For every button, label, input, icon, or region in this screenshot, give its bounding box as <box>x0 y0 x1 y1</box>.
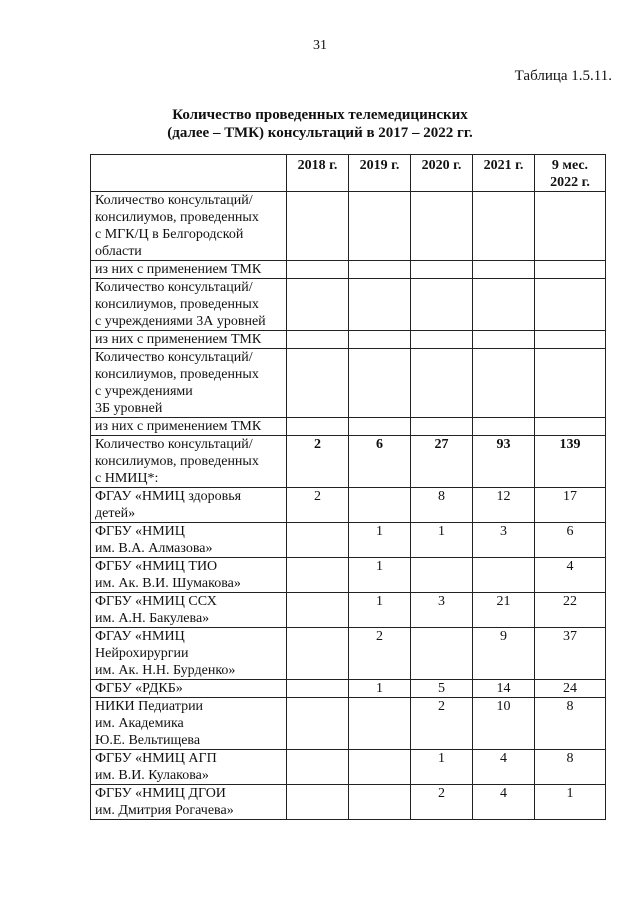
value-cell <box>349 488 411 523</box>
value-cell <box>349 279 411 331</box>
value-cell <box>287 279 349 331</box>
value-cell <box>535 192 606 261</box>
table-row <box>91 436 606 488</box>
table-row <box>91 593 606 628</box>
table-row <box>91 418 606 436</box>
value-cell <box>473 279 535 331</box>
row-label: ФГАУ «НМИЦ здоровья детей» <box>91 488 287 523</box>
row-label: ФГБУ «РДКБ» <box>91 680 287 698</box>
table-row <box>91 488 606 523</box>
row-label: из них с применением ТМК <box>91 331 287 349</box>
value-cell: 1 <box>349 680 411 698</box>
value-cell: 1 <box>411 750 473 785</box>
value-cell <box>287 680 349 698</box>
table-row <box>91 750 606 785</box>
value-cell <box>349 349 411 418</box>
value-cell: 2 <box>411 698 473 750</box>
value-cell: 1 <box>349 558 411 593</box>
value-cell: 4 <box>473 750 535 785</box>
value-cell: 37 <box>535 628 606 680</box>
row-label: НИКИ Педиатрии им. Академика Ю.Е. Вельтищева <box>91 698 287 750</box>
value-cell <box>411 349 473 418</box>
table-row <box>91 349 606 418</box>
value-cell <box>287 523 349 558</box>
value-cell <box>287 261 349 279</box>
value-cell <box>411 331 473 349</box>
header-row <box>91 155 606 192</box>
value-cell: 22 <box>535 593 606 628</box>
value-cell <box>411 628 473 680</box>
value-cell <box>287 785 349 820</box>
value-cell <box>287 698 349 750</box>
value-cell: 2 <box>287 436 349 488</box>
value-cell <box>287 750 349 785</box>
value-cell <box>411 192 473 261</box>
header-cell-2022-9m: 9 мес. 2022 г. <box>535 155 606 192</box>
row-label: Количество консультаций/ консилиумов, проведенных с учреждениями 3А уровней <box>91 279 287 331</box>
value-cell <box>473 418 535 436</box>
value-cell: 1 <box>411 523 473 558</box>
value-cell <box>287 331 349 349</box>
value-cell: 3 <box>411 593 473 628</box>
row-label: из них с применением ТМК <box>91 418 287 436</box>
table-caption: Таблица 1.5.11. <box>514 68 612 84</box>
value-cell: 6 <box>349 436 411 488</box>
table-row <box>91 523 606 558</box>
value-cell <box>287 418 349 436</box>
table-body <box>91 192 606 820</box>
table-row <box>91 628 606 680</box>
value-cell <box>411 558 473 593</box>
row-label: ФГБУ «НМИЦ ССХ им. А.Н. Бакулева» <box>91 593 287 628</box>
row-label: Количество консультаций/ консилиумов, проведенных с МГК/Ц в Белгородской области <box>91 192 287 261</box>
row-label: Количество консультаций/ консилиумов, проведенных с НМИЦ*: <box>91 436 287 488</box>
value-cell: 4 <box>473 785 535 820</box>
value-cell <box>411 261 473 279</box>
value-cell <box>535 279 606 331</box>
value-cell: 93 <box>473 436 535 488</box>
table-row <box>91 680 606 698</box>
value-cell: 1 <box>535 785 606 820</box>
row-label: ФГБУ «НМИЦ ТИО им. Ак. В.И. Шумакова» <box>91 558 287 593</box>
value-cell <box>535 261 606 279</box>
value-cell: 2 <box>349 628 411 680</box>
value-cell: 17 <box>535 488 606 523</box>
value-cell <box>287 349 349 418</box>
row-label: ФГБУ «НМИЦ им. В.А. Алмазова» <box>91 523 287 558</box>
value-cell: 24 <box>535 680 606 698</box>
table-row <box>91 698 606 750</box>
value-cell: 4 <box>535 558 606 593</box>
header-cell-2018: 2018 г. <box>287 155 349 192</box>
title-line-2: (далее – ТМК) консультаций в 2017 – 2022 гг. <box>167 125 473 141</box>
header-cell-2019: 2019 г. <box>349 155 411 192</box>
table-row <box>91 331 606 349</box>
value-cell <box>349 698 411 750</box>
value-cell <box>473 192 535 261</box>
value-cell: 2 <box>411 785 473 820</box>
table-row <box>91 192 606 261</box>
value-cell: 139 <box>535 436 606 488</box>
value-cell <box>411 279 473 331</box>
table-title <box>0 106 640 142</box>
header-cell-2021: 2021 г. <box>473 155 535 192</box>
value-cell: 5 <box>411 680 473 698</box>
row-label: ФГАУ «НМИЦ Нейрохирургии им. Ак. Н.Н. Бурденко» <box>91 628 287 680</box>
value-cell: 14 <box>473 680 535 698</box>
value-cell <box>535 418 606 436</box>
row-label: из них с применением ТМК <box>91 261 287 279</box>
value-cell <box>349 192 411 261</box>
table-row <box>91 785 606 820</box>
value-cell: 21 <box>473 593 535 628</box>
row-label: ФГБУ «НМИЦ ДГОИ им. Дмитрия Рогачева» <box>91 785 287 820</box>
title-line-1: Количество проведенных телемедицинских <box>172 107 468 123</box>
value-cell: 27 <box>411 436 473 488</box>
value-cell <box>287 628 349 680</box>
value-cell: 3 <box>473 523 535 558</box>
value-cell: 8 <box>411 488 473 523</box>
page-number: 31 <box>313 38 327 53</box>
table-row <box>91 261 606 279</box>
value-cell <box>535 331 606 349</box>
value-cell <box>473 331 535 349</box>
value-cell: 8 <box>535 698 606 750</box>
value-cell <box>349 261 411 279</box>
value-cell: 6 <box>535 523 606 558</box>
value-cell <box>349 750 411 785</box>
value-cell: 10 <box>473 698 535 750</box>
row-label: ФГБУ «НМИЦ АГП им. В.И. Кулакова» <box>91 750 287 785</box>
value-cell <box>473 558 535 593</box>
header-cell-2020: 2020 г. <box>411 155 473 192</box>
value-cell <box>535 349 606 418</box>
value-cell <box>473 261 535 279</box>
value-cell: 9 <box>473 628 535 680</box>
value-cell: 12 <box>473 488 535 523</box>
value-cell <box>287 192 349 261</box>
value-cell: 2 <box>287 488 349 523</box>
value-cell <box>411 418 473 436</box>
value-cell <box>287 558 349 593</box>
value-cell: 1 <box>349 593 411 628</box>
table-row <box>91 279 606 331</box>
value-cell: 1 <box>349 523 411 558</box>
header-cell-empty <box>91 155 287 192</box>
consultations-table <box>90 154 606 820</box>
value-cell <box>349 331 411 349</box>
value-cell <box>349 418 411 436</box>
table-row <box>91 558 606 593</box>
row-label: Количество консультаций/ консилиумов, проведенных с учреждениями 3Б уровней <box>91 349 287 418</box>
value-cell: 8 <box>535 750 606 785</box>
value-cell <box>473 349 535 418</box>
value-cell <box>287 593 349 628</box>
value-cell <box>349 785 411 820</box>
